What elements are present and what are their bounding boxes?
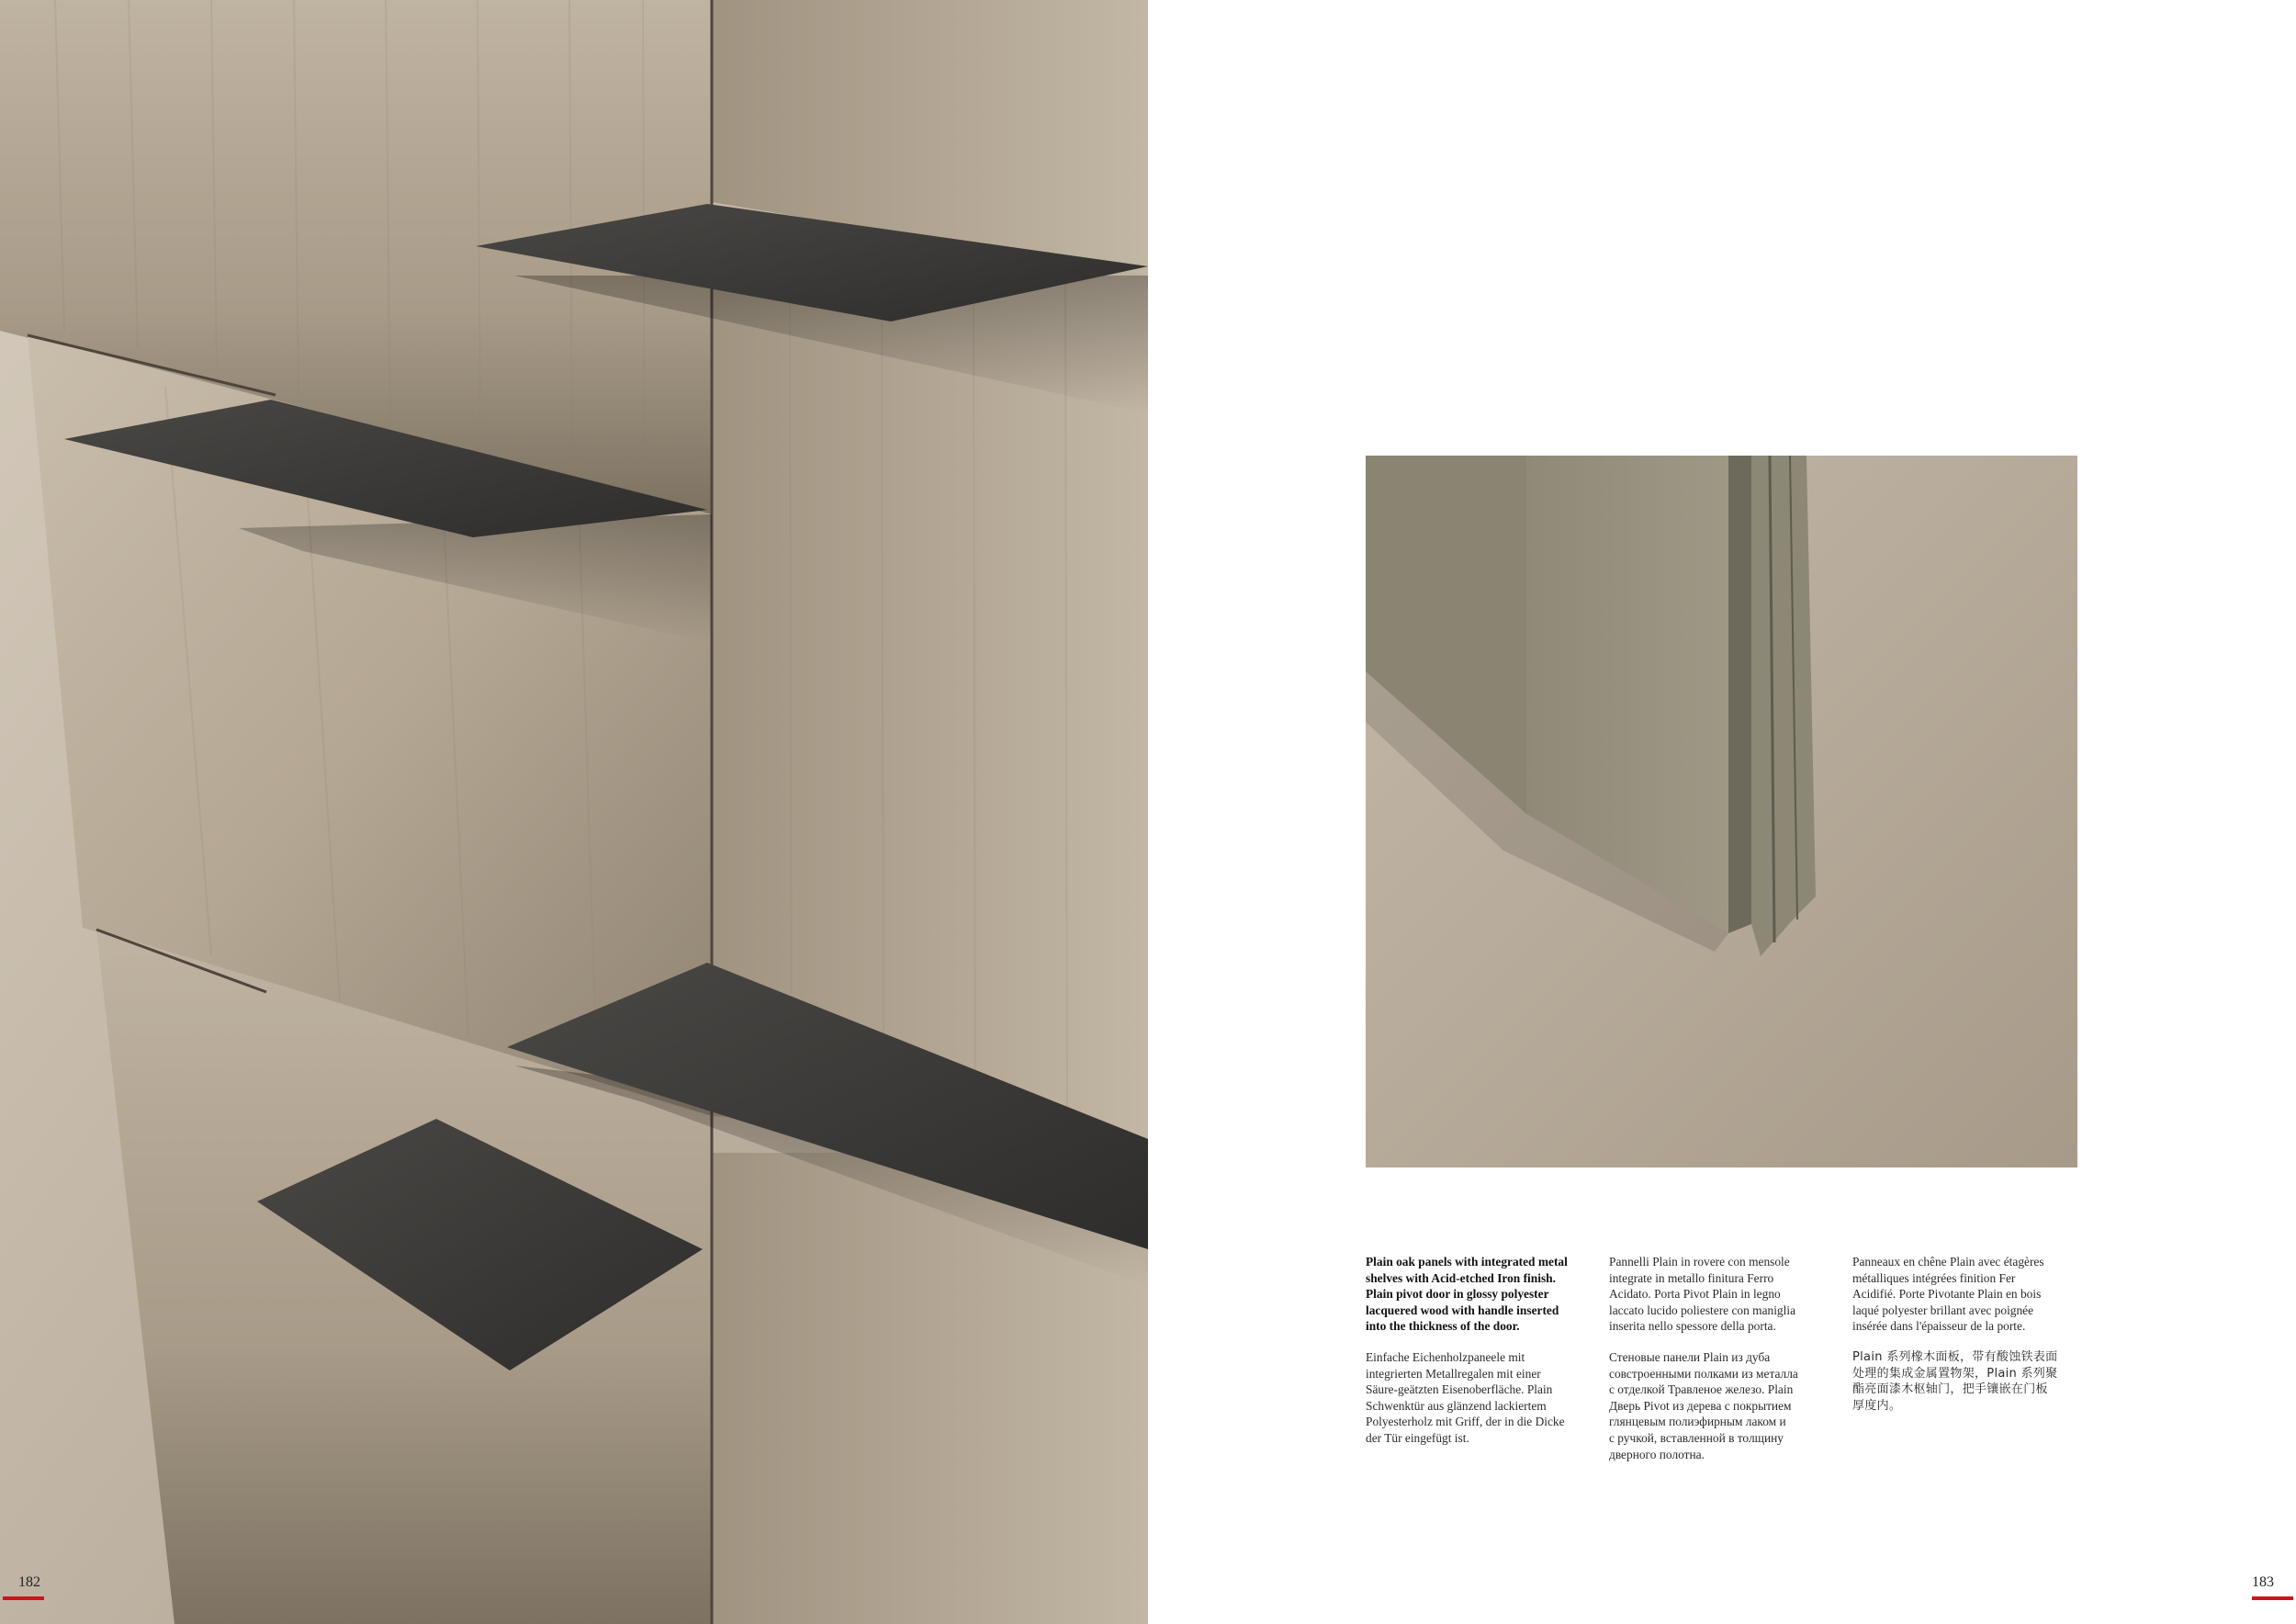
caption-english: Plain oak panels with integrated metal shelves with Acid-etched Iron finish. Plain pivot door in glossy polyester lacquered wood with handle inserted into the thickness of the door. <box>1366 1255 1568 1334</box>
page-number-rule-right <box>2252 1596 2293 1600</box>
door-frame-profile <box>1751 456 1816 956</box>
caption-column-en-de <box>1366 1254 1586 1461</box>
right-page <box>1148 0 2296 1624</box>
caption-column-fr-zh <box>1852 1254 2073 1428</box>
door-edge-profile <box>1728 456 1751 933</box>
caption-french: Panneaux en chêne Plain avec étagères métalliques intégrées finition Fer Acidifié. Porte Pivotante Plain en bois laqué polyester brillant avec poignée insérée dans l'épaisseur de la porte. <box>1852 1255 2044 1334</box>
page-number-left: 182 <box>18 1574 40 1590</box>
page-number-right: 183 <box>2252 1574 2274 1590</box>
page-number-rule-left <box>3 1596 44 1600</box>
caption-column-it-ru <box>1609 1254 1829 1477</box>
caption-chinese: Plain 系列橡木面板，带有酸蚀铁表面 处理的集成金属置物架，Plain 系列聚 酯亮面漆木枢轴门，把手镶嵌在门板 厚度内。 <box>1852 1349 2058 1413</box>
caption-russian: Стеновые панели Plain из дуба совстроенными полками из металла с отделкой Травленое железо. Plain Дверь Pivot из дерева с покрытием глянцевым полиэфирным лаком и с ручкой, вставленной в толщину дверного полотна. <box>1609 1349 1798 1461</box>
caption-german: Einfache Eichenholzpaneele mit integrierten Metallregalen mit einer Säure-geätzten Eisenoberfläche. Plain Schwenktür aus glänzend lackiertem Polyesterholz mit Griff, der in die Dicke der Tür eingefügt ist. <box>1366 1349 1565 1445</box>
pivot-door-detail-photo <box>1366 456 2077 1167</box>
caption-italian: Pannelli Plain in rovere con mensole integrate in metallo finitura Ferro Acidato. Porta Pivot Plain in legno laccato lucido poliestere con maniglia inserita nello spessore della porta. <box>1609 1255 1796 1334</box>
